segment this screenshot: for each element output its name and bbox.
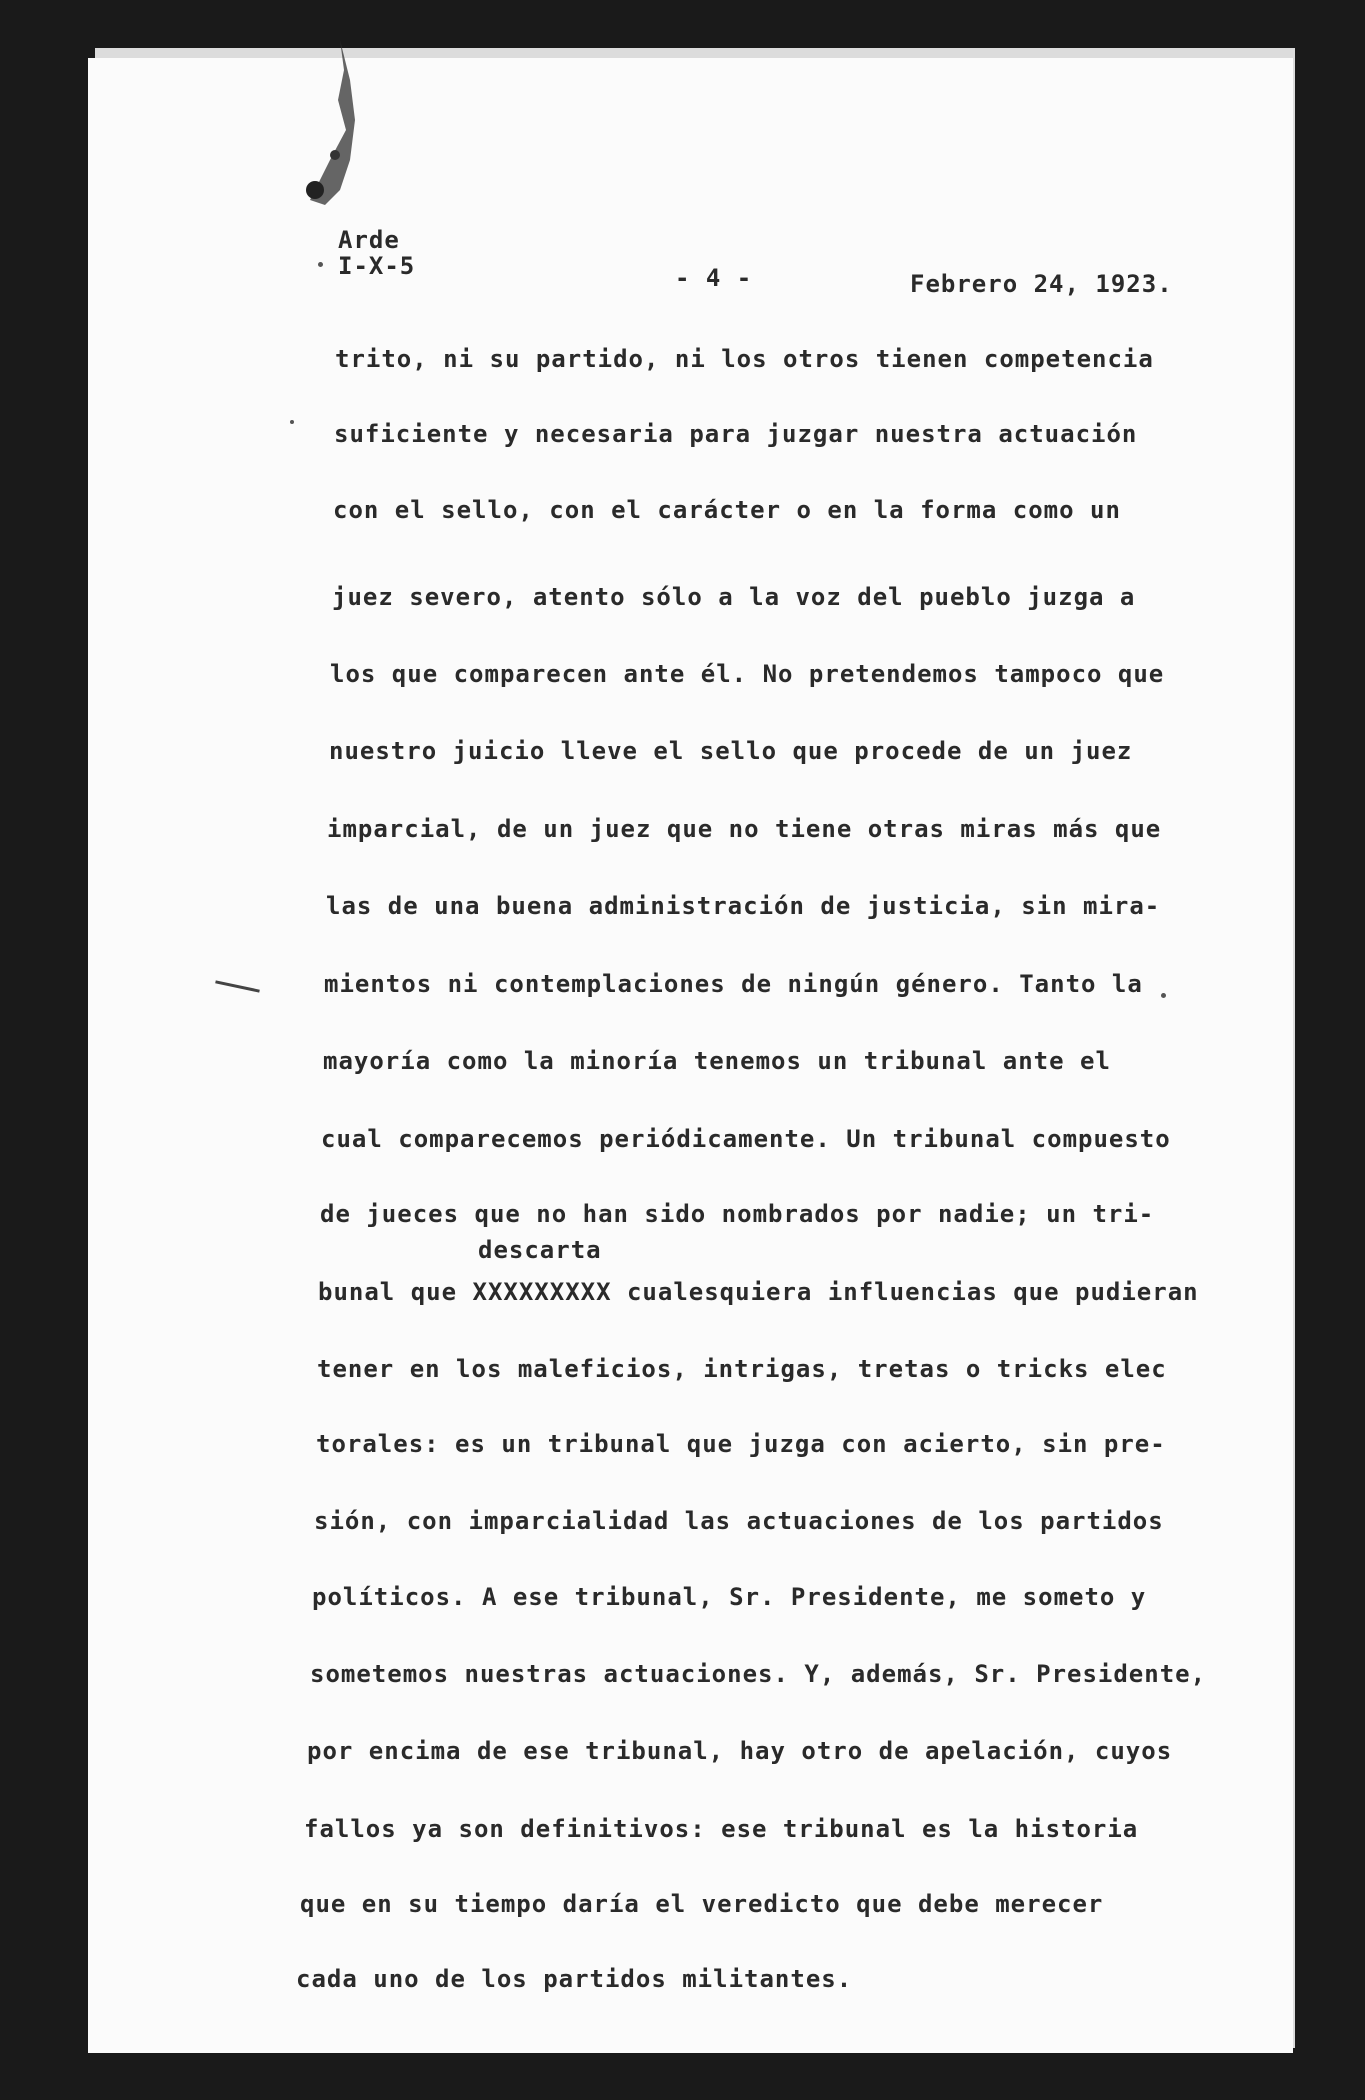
handwritten-insertion: descarta	[478, 1236, 602, 1264]
page-number: - 4 -	[675, 264, 753, 292]
body-line: nuestro juicio lleve el sello que procede de un juez	[329, 737, 1133, 765]
margin-speck	[318, 262, 323, 267]
body-line: torales: es un tribunal que juzga con acierto, sin pre-	[316, 1430, 1166, 1458]
body-line: por encima de ese tribunal, hay otro de apelación, cuyos	[307, 1737, 1173, 1765]
margin-speck	[290, 420, 294, 424]
body-line: fallos ya son definitivos: ese tribunal es la historia	[304, 1815, 1139, 1843]
body-line: juez severo, atento sólo a la voz del pueblo juzga a	[332, 583, 1136, 611]
reference-line-1: Arde	[338, 226, 400, 254]
body-line: de jueces que no han sido nombrados por nadie; un tri-	[320, 1200, 1155, 1228]
body-line: que en su tiempo daría el veredicto que debe merecer	[300, 1890, 1104, 1918]
body-line: los que comparecen ante él. No pretendemos tampoco que	[330, 660, 1165, 688]
body-line: imparcial, de un juez que no tiene otras miras más que	[327, 815, 1162, 843]
body-line: trito, ni su partido, ni los otros tienen competencia	[335, 345, 1154, 373]
body-line: bunal que XXXXXXXXX cualesquiera influencias que pudieran	[318, 1278, 1199, 1306]
body-line: con el sello, con el carácter o en la forma como un	[333, 496, 1121, 524]
body-line: tener en los maleficios, intrigas, tretas o tricks elec	[317, 1355, 1167, 1383]
body-line: las de una buena administración de justicia, sin mira-	[326, 892, 1161, 920]
body-line: sión, con imparcialidad las actuaciones de los partidos	[314, 1507, 1164, 1535]
reference-line-2: I-X-5	[338, 252, 416, 280]
body-line: mayoría como la minoría tenemos un tribunal ante el	[323, 1047, 1111, 1075]
document-date: Febrero 24, 1923.	[910, 270, 1173, 298]
body-line: cual comparecemos periódicamente. Un tribunal compuesto	[321, 1125, 1171, 1153]
body-line: sometemos nuestras actuaciones. Y, además, Sr. Presidente,	[310, 1660, 1207, 1688]
body-line: políticos. A ese tribunal, Sr. Presidente, me someto y	[312, 1583, 1147, 1611]
body-line: mientos ni contemplaciones de ningún género. Tanto la	[324, 970, 1143, 998]
body-line: cada uno de los partidos militantes.	[296, 1965, 853, 1993]
body-line: suficiente y necesaria para juzgar nuestra actuación	[334, 420, 1138, 448]
margin-speck	[1161, 993, 1166, 998]
